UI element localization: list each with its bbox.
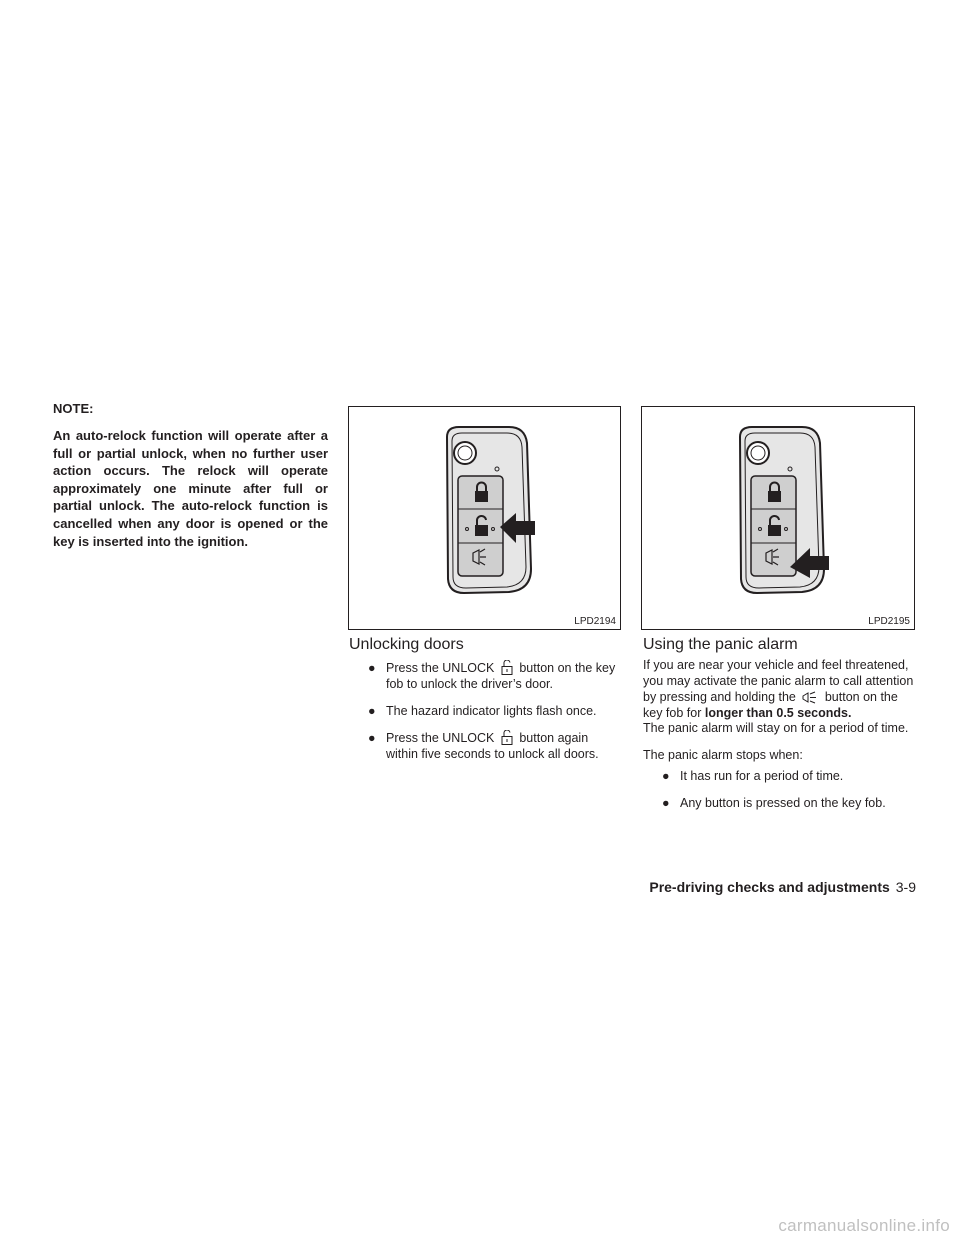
panic-duration-paragraph: The panic alarm will stay on for a period of time. (643, 721, 909, 735)
panic-duration: longer than 0.5 seconds. (704, 706, 852, 720)
bullet: ● (368, 731, 376, 745)
panic-alarm-heading: Using the panic alarm (643, 636, 798, 653)
bullet-text: button on the key fob to unlock the driver’s door. (386, 661, 616, 691)
section-name: Pre-driving checks and adjustments (649, 879, 890, 895)
watermark: carmanualsonline.info (778, 1216, 950, 1235)
panic-stop-conditions (662, 768, 914, 822)
bullet-text: button again within five seconds to unlock all doors. (386, 731, 599, 761)
bullet: ● (368, 661, 376, 675)
bullet-text: Press the UNLOCK (386, 661, 495, 675)
panic-intro-text-2: button on the key fob for (643, 690, 898, 720)
key-fob-panic-figure (641, 406, 915, 630)
note-label: NOTE: (53, 401, 94, 416)
page-number: 3-9 (895, 879, 916, 895)
bullet: ● (662, 769, 670, 783)
list-item (662, 768, 914, 784)
unlocking-doors-heading: Unlocking doors (349, 636, 464, 653)
panic-intro-text: If you are near your vehicle and feel threatened, you may activate the panic alarm to call attention by pressing and holding the (643, 658, 914, 704)
list-item (368, 730, 620, 762)
page-footer (649, 877, 916, 897)
unlock-icon (501, 730, 513, 745)
panic-alarm-icon (802, 691, 818, 704)
unlock-icon (501, 660, 513, 675)
key-fob-unlock-illustration (349, 407, 620, 629)
bullet: ● (368, 704, 376, 718)
note-text: An auto-relock function will operate after a full or partial unlock, when no further user action occurs. The relock will operate approximately one minute after full or partial unlock. The auto-relock function is cancelled when any door is opened or the key is inserted into the ignition. (53, 428, 328, 549)
panic-intro-paragraph (643, 657, 915, 721)
list-item (368, 660, 620, 692)
figure-code: LPD2194 (574, 616, 616, 627)
unlocking-steps (368, 660, 620, 773)
bullet-text: Press the UNLOCK (386, 731, 495, 745)
panic-stops-paragraph: The panic alarm stops when: (643, 748, 803, 762)
list-item (368, 703, 620, 719)
key-fob-panic-illustration (642, 407, 914, 629)
bullet-text: It has run for a period of time. (680, 769, 844, 783)
list-item (662, 795, 914, 811)
bullet-text: The hazard indicator lights flash once. (386, 704, 597, 718)
note-block (53, 400, 328, 550)
figure-code: LPD2195 (868, 616, 910, 627)
bullet-text: Any button is pressed on the key fob. (680, 796, 886, 810)
bullet: ● (662, 796, 670, 810)
key-fob-unlock-figure (348, 406, 621, 630)
